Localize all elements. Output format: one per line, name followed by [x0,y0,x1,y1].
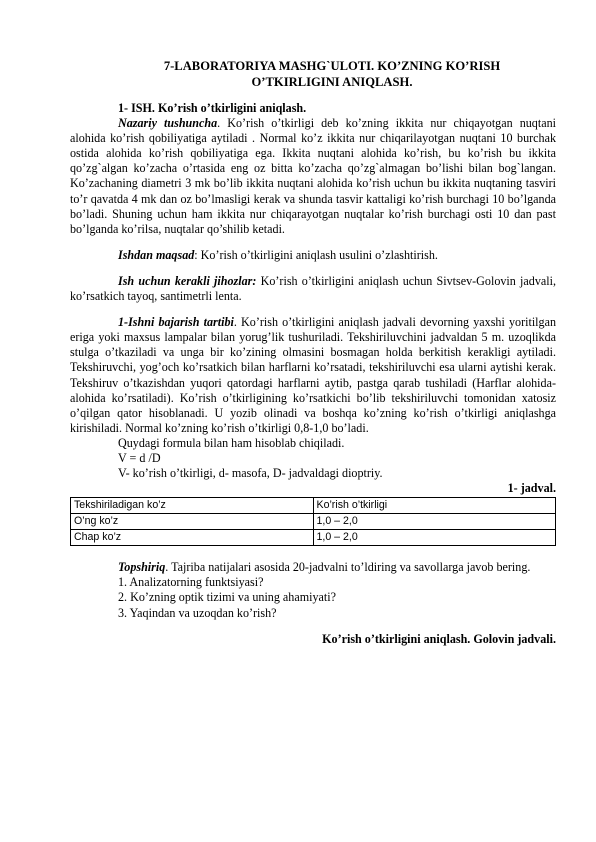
theory-paragraph [70,116,556,237]
table-row [71,514,556,530]
procedure-label: 1-Ishni bajarish tartibi [118,315,234,330]
equipment-paragraph [70,274,556,304]
page-title [70,58,556,90]
question-item: 3. Yaqindan va uzoqdan ko’rish? [118,605,277,620]
goal-paragraph [70,248,556,263]
formula-equation: V = d /D [118,450,161,465]
theory-text: . Ko’rish o’tkirligi deb ko’zning ikkita nur chiqayotgan nuqtani alohida ko’rish qobiliyatiga aytiladi . Normal ko’z ikkita nur chiqarilayotgan nuqtani 10 burchak ostida alohida ko’rish qobiliyatiga ega. Ikkita nuqtani alohida ko’rish, bu ko’rish bu ikkita qo’zg`algan ko’zacha o’rtasida eng oz bitta ko’zacha qo’zg`almagan bo’lishi bilan bog`langan. Ko’zachaning diametri 3 mk bo’lib ikkita nuqtani alohida ko’rish uchun bu ikkita nuqtaning tasviri to’r qavatda 4 mk dan oz bo’lmasligi kerak va shunda tasvir kattaligi ko’rish burchagi 10 bo’lganda bo’ladi. Shuning uchun ham ikkita nur chiqarayotgan nuqtalar ko’rish burchagi osti 10 dan past bo’lganda ko’rilsa, nuqtalar qo’shilib ketadi. [70,116,556,236]
acuity-table [70,497,556,546]
table-header-cell: Ko’rish o’tkirligi [313,498,556,514]
formula-legend: V- ko’rish o’tkirligi, d- masofa, D- jadvaldagi dioptriy. [118,466,383,481]
title-line-2: O’TKIRLIGINI ANIQLASH. [251,75,413,89]
question-item: 2. Ko’zning optik tizimi va uning ahamiyati? [118,590,336,605]
equipment-label: Ish uchun kerakli jihozlar: [118,273,257,288]
theory-label: Nazariy tushuncha [118,116,218,131]
table-cell: Chap ko’z [71,530,314,546]
title-line-1: 7-LABORATORIYA MASHG`ULOTI. KO’ZNING KO’RISH [163,59,501,73]
procedure-paragraph [70,315,556,436]
footer-heading: Ko’rish o’tkirligini aniqlash. Golovin jadvali. [322,631,556,646]
task-paragraph [70,560,556,575]
table-cell: 1,0 – 2,0 [313,514,556,530]
task-text: . Tajriba natijalari asosida 20-jadvalni to’ldiring va savollarga javob bering. [165,560,531,575]
goal-text: : Ko’rish o’tkirligini aniqlash usulini o’zlashtirish. [194,247,438,262]
formula-intro: Quydagi formula bilan ham hisoblab chiqiladi. [118,435,345,450]
procedure-text: . Ko’rish o’tkirligini aniqlash jadvali devorning yaxshi yoritilgan eriga yoki maxsus lampalar bilan yorug’lik tushuriladi. Tekshiriluvchini jadvaldan 5 m. uzoqlikda stulga o’tkaziladi va unga bir ko’zining olmasini bosmagan holda berkitish kerakligi aytiladi. Tekshiruvchi, yog’och ko’rsatkich bilan harflarni ko’rsatadi, tekshiriluvchi esa ularni aytishi kerak. Tekshiruv o’tkazishdan yuqori qatordagi harflarni aytib, pastga qarab tushiladi (Harflar alohida-alohida ko’rsatiladi). Ko’rish o’tkirligining ko’rsatkichi bo’lib tekshiriluvchi tomonidan xatosiz o’qilgan qator hisoblanadi. U yozib olinadi va boshqa ko’zning ko’rish o’tkirligi aniqlashga kirishiladi. Normal ko’zning ko’rish o’tkirligi 0,8-1,0 bo’ladi. [70,315,557,435]
table-row [71,530,556,546]
question-item: 1. Analizatorning funktsiyasi? [118,575,264,590]
table-cell: O’ng ko’z [71,514,314,530]
equipment-text: Ko’rish o’tkirligini aniqlash uchun Sivtsev-Golovin jadvali, ko’rsatkich tayoq, santimetrli lenta. [70,273,556,304]
section-heading: 1- ISH. Ko’rish o’tkirligini aniqlash. [118,101,307,115]
task-label: Topshiriq [118,560,166,575]
table-cell: 1,0 – 2,0 [313,530,556,546]
table-caption: 1- jadval. [507,481,556,496]
table-header-row [71,498,556,514]
goal-label: Ishdan maqsad [118,247,195,262]
document-page [70,58,556,647]
table-header-cell: Tekshiriladigan ko’z [71,498,314,514]
